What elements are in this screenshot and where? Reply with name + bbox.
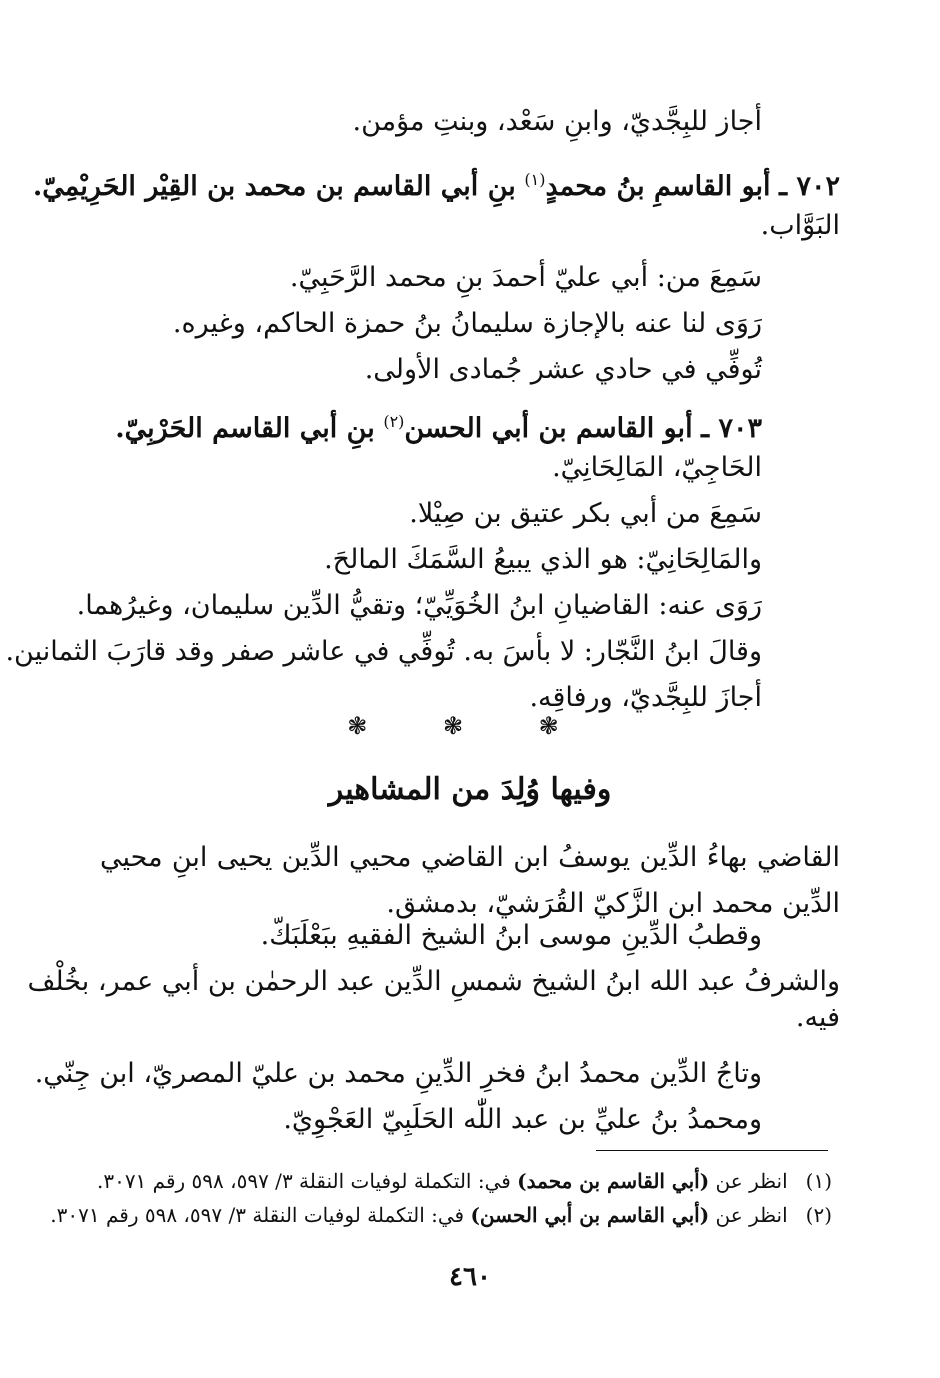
section-divider-stars: ❃ ❃ ❃ [347,712,593,740]
text-line: سَمِعَ من أبي بكر عتيق بن صِيْلا. [409,498,762,529]
text-line: وقطبُ الدِّينِ موسى ابنُ الشيخ الفقيهِ ببَعْلَبَكّ. [260,920,762,951]
footnote-source: في: التكملة لوفيات النقلة ٣/ ٥٩٧، ٥٩٨ رقم ٣٠٧١. [96,1169,511,1193]
text-line: سَمِعَ من: أبي عليّ أحمدَ بنِ محمد الرَّحَبِيّ. [289,262,762,293]
footnote-ref: (٢) [383,412,405,431]
text-line: البَوَّاب. [760,210,840,241]
text-line: الحَاجِيّ، المَالِحَانِيّ. [552,452,762,483]
footnote-number: (٢) [805,1203,832,1227]
text-line: وقالَ ابنُ النَّجّار: لا بأسَ به. تُوفِّي في عاشر صفر وقد قارَبَ الثمانين. [5,636,762,667]
entry-number: ٧٠٣ ـ [701,413,762,444]
text-line: الدِّين محمد ابن الزَّكيّ القُرَشيّ، بدمشق. [386,888,840,919]
text-line: والمَالِحَانِيّ: هو الذي يبيعُ السَّمَكَ المالحَ. [324,544,762,575]
footnote-subject: (أبي القاسم بن أبي الحسن) [470,1203,710,1227]
text-line: أجاز للبِجَّديّ، وابنِ سَعْد، وبنتِ مؤمن. [352,106,762,137]
entry-name: أبو القاسم بن أبي الحسن [404,413,693,444]
text-line: القاضي بهاءُ الدِّين يوسفُ ابن القاضي محيي الدِّين يحيى ابنِ محيي [100,842,840,873]
footnote-source: في: التكملة لوفيات النقلة ٣/ ٥٩٧، ٥٩٨ رقم ٣٠٧١. [50,1203,465,1227]
entry-name: أبو القاسمِ بنُ محمدٍ [545,171,771,202]
footnote-1 [92,1166,832,1196]
entry-703-heading [102,400,762,451]
text-line: رَوَى لنا عنه بالإجازة سليمانُ بنُ حمزة الحاكم، وغيره. [172,308,762,339]
footnote-subject: (أبي القاسم بن محمد) [517,1169,710,1193]
text-line: رَوَى عنه: القاضيانِ ابنُ الخُوَيِّيّ؛ وتقيُّ الدِّين سليمان، وغيرُهما. [76,590,762,621]
footnote-ref: (١) [524,170,546,189]
text-line: وتاجُ الدِّين محمدُ ابنُ فخرِ الدِّينِ محمد بن عليّ المصريّ، ابن جِنّي. [34,1058,762,1089]
section-title: وفيها وُلِدَ من المشاهير [328,772,612,807]
text-line: فيه. [795,1002,840,1033]
text-line: تُوفِّي في حادي عشر جُمادى الأولى. [364,354,762,385]
text-line: والشرفُ عبد الله ابنُ الشيخ شمسِ الدِّين عبد الرحمٰن بن أبي عمر، بخُلْف [27,966,840,997]
entry-lineage: بنِ أبي القاسم الحَرْبِيّ. [115,413,375,444]
footnote-number: (١) [805,1169,832,1193]
entry-lineage: بنِ أبي القاسم بن محمد بن القِيْر الحَرِيْمِيّ. [32,171,516,202]
footnote-text: انظر عن [715,1169,788,1193]
entry-number: ٧٠٢ ـ [779,171,840,202]
entry-702-heading [32,158,840,209]
text-line: أجازَ للبِجَّديّ، ورفاقِه. [529,682,762,713]
footnote-2 [50,1200,832,1230]
footnote-text: انظر عن [715,1203,788,1227]
page-number: ٤٦٠ [449,1262,491,1292]
footnote-separator [596,1150,828,1151]
text-line: ومحمدُ بنُ عليِّ بن عبد اللّٰه الحَلَبِيّ العَجْوِيّ. [283,1104,762,1135]
